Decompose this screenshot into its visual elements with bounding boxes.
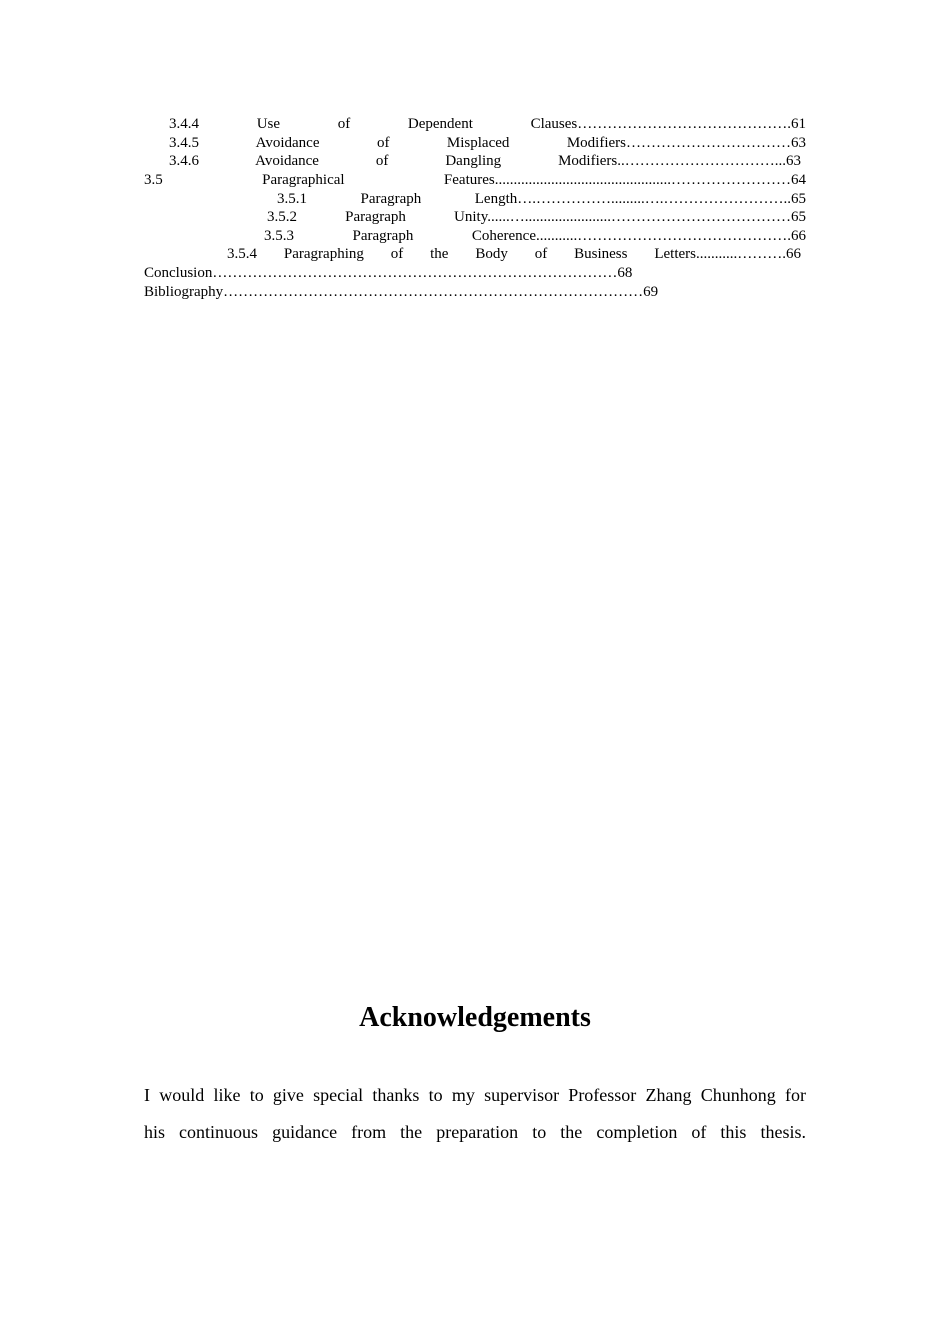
toc-entry-3-5-2: 3.5.2 Paragraph Unity......….......................………………………………65 [267,209,806,225]
toc-entry-bibliography: Bibliography…………………………………………………………………………69 [144,284,659,300]
toc-entry-conclusion: Conclusion………………………………………………………………………68 [144,265,633,281]
toc-entry-3-4-4: 3.4.4 Use of Dependent Clauses…………………………………….61 [169,116,806,132]
acknowledgements-heading: Acknowledgements [359,1002,591,1033]
acknowledgements-line-2: his continuous guidance from the preparation to the completion of this thesis. [144,1122,806,1142]
toc-entry-3-5-3: 3.5.3 Paragraph Coherence...........…………………………………….66 [264,228,806,244]
acknowledgements-line-1: I would like to give special thanks to my supervisor Professor Zhang Chunhong for [144,1085,806,1105]
toc-entry-3-4-6: 3.4.6 Avoidance of Dangling Modifiers..…………………………...63 [169,153,801,169]
toc-entry-3-5-1: 3.5.1 Paragraph Length….…………….........….……………………..65 [277,191,806,207]
toc-entry-3-5-4: 3.5.4 Paragraphing of the Body of Business Letters...........……….66 [227,246,801,262]
toc-entry-3-4-5: 3.4.5 Avoidance of Misplaced Modifiers……………………………63 [169,135,806,151]
toc-entry-3-5: 3.5 Paragraphical Features...............................................……………………64 [144,172,806,188]
